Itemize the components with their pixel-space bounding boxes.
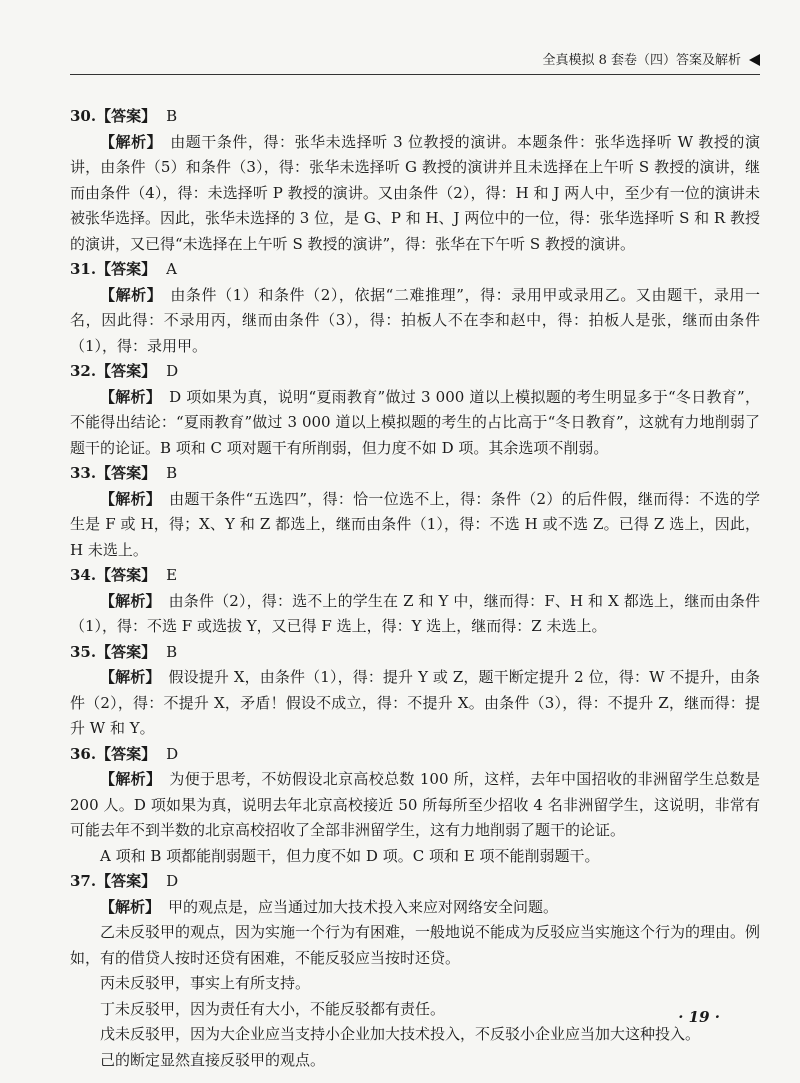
answer-line-33: 33.【答案】 B — [70, 464, 178, 482]
answer-line-32: 32.【答案】 D — [70, 362, 179, 380]
explanation-34: 【解析】 由条件（2），得：选不上的学生在 Z 和 Y 中，继而得：F、H 和 X 都选上，继而由条件（1），得：不选 F 或选拔 Y，又已得 F 选上，得：Y 选上，继而得：Z 未选上。 — [70, 591, 760, 635]
explanation-31: 【解析】 由条件（1）和条件（2），依据“二难推理”，得：录用甲或录用乙。又由题干，录用一名，因此得：不录用丙，继而由条件（3），得：拍板人不在李和赵中，得：拍板人是张，继而由条件（1），得：录用甲。 — [70, 285, 760, 355]
explanation-37-bing: 丙未反驳甲，事实上有所支持。 — [100, 974, 311, 992]
explanation-35: 【解析】 假设提升 X，由条件（1），得：提升 Y 或 Z，题干断定提升 2 位，得：W 不提升，由条件（2），得：不提升 X，矛盾！假设不成立，得：不提升 X。由条件（3），得：不提升 Z，继而得：提升 W 和 Y。 — [70, 668, 760, 737]
explanation-37: 【解析】 甲的观点是，应当通过加大技术投入来应对网络安全问题。 — [100, 897, 559, 916]
page-number: · 19 · — [678, 1008, 720, 1026]
explanation-37-wu: 戊未反驳甲，因为大企业应当支持小企业加大技术投入，不反驳小企业应当加大这种投入。 — [100, 1025, 701, 1043]
explanation-37-ji: 己的断定显然直接反驳甲的观点。 — [100, 1050, 326, 1069]
answer-line-37: 37.【答案】 D — [70, 872, 179, 890]
explanation-36-note: A 项和 B 项都能削弱题干，但力度不如 D 项。C 项和 E 项不能削弱题干。 — [100, 846, 600, 865]
answer-line-34: 34.【答案】 E — [70, 566, 178, 584]
running-header — [70, 52, 760, 75]
explanation-33: 【解析】 由题干条件“五选四”，得：恰一位选不上，得：条件（2）的后件假，继而得：不选的学生是 F 或 H，得；X、Y 和 Z 都选上，继而由条件（1），得：不选 H 或不选 Z。已得 Z 选上，因此，H 未选上。 — [70, 489, 760, 559]
answer-line-31: 31.【答案】 A — [70, 260, 177, 278]
header-title: 全真模拟 8 套卷（四）答案及解析 — [542, 53, 741, 68]
answer-line-36: 36.【答案】 D — [70, 744, 179, 763]
answer-line-30: 30.【答案】 B — [70, 107, 178, 125]
explanation-37-ding: 丁未反驳甲，因为责任有大小，不能反驳都有责任。 — [100, 999, 446, 1018]
explanation-37-yi: 乙未反驳甲的观点，因为实施一个行为有困难，一般地说不能成为反驳应当实施这个行为的理由。例如，有的借贷人按时还贷有困难，不能反驳应当按时还贷。 — [70, 923, 761, 967]
explanation-30: 【解析】 由题干条件，得：张华未选择听 3 位教授的演讲。本题条件：张华选择听 W 教授的演讲，由条件（5）和条件（3），得：张华未选择听 G 教授的演讲并且未选择在上午听 S 教授的演讲，继而由条件（4），得：未选择听 P 教授的演讲。又由条件（2），得：H 和 J 两人中，至少有一位的演讲未被张华选择。因此，张华未选择的 3 位，是 G、P 和 H、J 两位中的一位，得：张华选择听 S 和 R 教授的演讲，又已得“未选择在上午听 S 教授的演讲”，得：张华在下午听 S 教授的演讲。 — [70, 132, 760, 253]
answer-content — [70, 104, 760, 1073]
explanation-36: 【解析】 为便于思考，不妨假设北京高校总数 100 所，这样，去年中国招收的非洲留学生总数是 200 人。D 项如果为真，说明去年北京高校接近 50 所每所至少招收 4 名非洲留学生，这说明，非常有可能去年不到半数的北京高校招收了全部非洲留学生，这有力地削弱了题干的论证。 — [70, 770, 760, 839]
explanation-32: 【解析】 D 项如果为真，说明“夏雨教育”做过 3 000 道以上模拟题的考生明显多于“冬日教育”，不能得出结论：“夏雨教育”做过 3 000 道以上模拟题的考生的占比高于“冬日教育”，这就有力地削弱了题干的论证。B 项和 C 项对题干有所削弱，但力度不如 D 项。其余选项不削弱。 — [70, 387, 760, 457]
triangle-marker-icon — [749, 54, 760, 66]
answer-line-35: 35.【答案】 B — [70, 642, 178, 661]
